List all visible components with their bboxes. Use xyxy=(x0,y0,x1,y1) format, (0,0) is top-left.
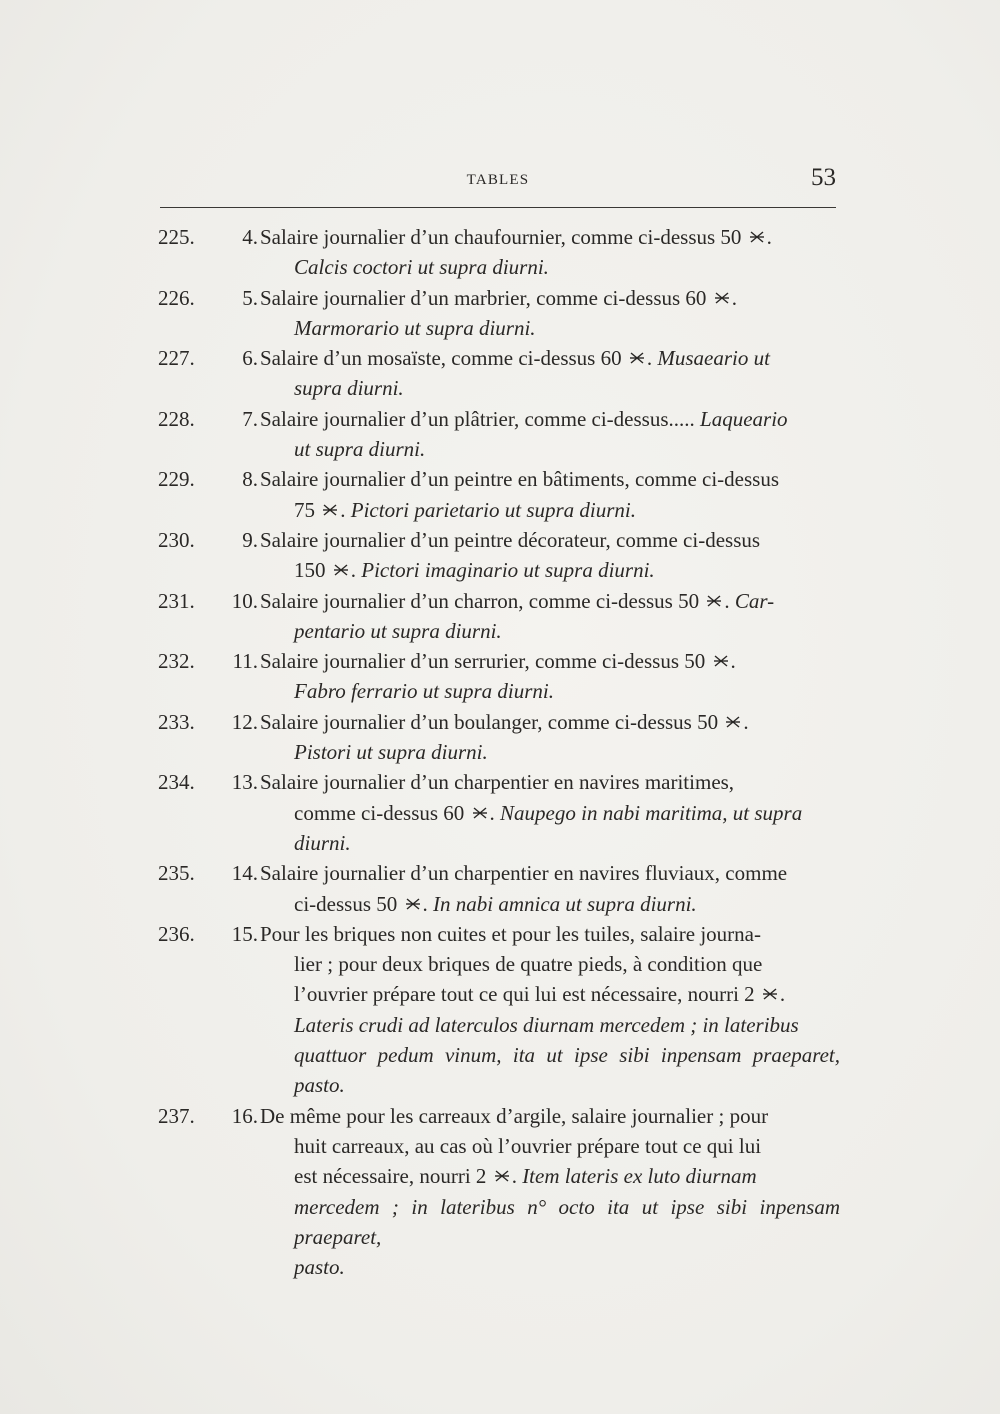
denarius-symbol-icon xyxy=(725,714,741,730)
latin-text: pentario ut supra diurni. xyxy=(294,618,502,643)
denarius-symbol-icon xyxy=(629,350,645,366)
french-text: Salaire journalier d’un charpentier en navires fluviaux, comme xyxy=(260,861,788,886)
latin-text: Calcis coctori ut supra diurni. xyxy=(294,255,549,280)
entry-number: 231. xyxy=(158,588,195,613)
item-number: 13. xyxy=(231,770,258,795)
text-line xyxy=(260,313,840,343)
entry-text xyxy=(260,646,840,707)
entry-number: 237. xyxy=(158,1103,195,1128)
latin-text: Naupego in nabi maritima, ut supra xyxy=(500,800,803,825)
denarius-symbol-icon xyxy=(333,562,349,578)
entry-text xyxy=(260,919,840,1101)
french-text: . xyxy=(350,558,362,583)
page-number: 53 xyxy=(811,164,836,191)
latin-text: Laqueario xyxy=(700,406,788,431)
entry-number: 228. xyxy=(158,406,195,431)
item-number: 12. xyxy=(231,709,258,734)
latin-text: ut supra diurni. xyxy=(294,437,426,462)
entry-number: 227. xyxy=(158,346,195,371)
wage-entry xyxy=(160,767,840,858)
latin-text: supra diurni. xyxy=(294,376,404,401)
item-number: 14. xyxy=(231,861,258,886)
entry-number: 232. xyxy=(158,649,195,674)
text-line xyxy=(260,1252,840,1282)
entry-text xyxy=(260,343,840,404)
text-line xyxy=(260,586,840,616)
entry-text xyxy=(260,1101,840,1283)
wage-entry xyxy=(160,919,840,1101)
denarius-symbol-icon xyxy=(762,986,778,1002)
item-number: 7. xyxy=(242,406,258,431)
french-text: l’ouvrier prépare tout ce qui lui est nécessaire, nourri 2 xyxy=(294,982,760,1007)
item-number: 9. xyxy=(242,527,258,552)
latin-text: Marmorario ut supra diurni. xyxy=(294,315,536,340)
denarius-symbol-icon xyxy=(405,896,421,912)
french-text: . xyxy=(489,800,501,825)
latin-text: In nabi amnica ut supra diurni. xyxy=(433,891,697,916)
wage-entry xyxy=(160,646,840,707)
text-line xyxy=(260,404,840,434)
text-line xyxy=(260,616,840,646)
wage-entry xyxy=(160,343,840,404)
french-text: . xyxy=(340,497,351,522)
wage-entry xyxy=(160,464,840,525)
text-line xyxy=(260,1192,840,1253)
item-number: 8. xyxy=(242,467,258,492)
latin-text: Musaeario ut xyxy=(657,346,770,371)
entry-text xyxy=(260,464,840,525)
text-line xyxy=(260,707,840,737)
text-line xyxy=(260,1161,840,1191)
denarius-symbol-icon xyxy=(322,502,338,518)
text-line xyxy=(260,555,840,585)
french-text: Salaire journalier d’un peintre décorateur, comme ci-dessus xyxy=(260,527,761,552)
text-line xyxy=(260,1101,840,1131)
text-line xyxy=(260,646,840,676)
item-number: 5. xyxy=(242,285,258,310)
french-text: Pour les briques non cuites et pour les tuiles, salaire journa- xyxy=(260,921,761,946)
text-line xyxy=(260,979,840,1009)
french-text: De même pour les carreaux d’argile, salaire journalier ; pour xyxy=(260,1103,769,1128)
wage-entry xyxy=(160,283,840,344)
text-line xyxy=(260,434,840,464)
item-number: 4. xyxy=(242,225,258,249)
running-title: TABLES xyxy=(466,172,530,188)
wage-entry xyxy=(160,404,840,465)
entry-number: 225. xyxy=(158,225,195,249)
text-line xyxy=(260,222,840,252)
french-text: . xyxy=(730,649,736,674)
french-text: Salaire journalier d’un serrurier, comme ci-dessus 50 xyxy=(260,649,711,674)
text-line xyxy=(260,737,840,767)
denarius-symbol-icon xyxy=(494,1168,510,1184)
entry-text xyxy=(260,222,840,283)
text-line xyxy=(260,252,840,282)
item-number: 16. xyxy=(231,1103,258,1128)
latin-text: Pistori ut supra diurni. xyxy=(294,740,488,765)
entry-number: 226. xyxy=(158,285,195,310)
latin-text: pasto. xyxy=(294,1255,345,1280)
french-text: Salaire journalier d’un marbrier, comme ci-dessus 60 xyxy=(260,285,712,310)
entry-text xyxy=(260,586,840,647)
entry-text xyxy=(260,707,840,768)
french-text: Salaire journalier d’un charron, comme ci-dessus 50 xyxy=(260,588,705,613)
entry-list xyxy=(160,222,840,1282)
text-line xyxy=(260,828,840,858)
item-number: 6. xyxy=(242,346,258,371)
french-text: Salaire journalier d’un peintre en bâtiments, comme ci-dessus xyxy=(260,467,780,492)
latin-text: diurni. xyxy=(294,830,351,855)
latin-text: Lateris crudi ad laterculos diurnam mercedem ; in lateribus xyxy=(294,1012,799,1037)
french-text: est nécessaire, nourri 2 xyxy=(294,1164,492,1189)
entry-text xyxy=(260,283,840,344)
entry-text xyxy=(260,404,840,465)
french-text: . xyxy=(511,1164,523,1189)
latin-text: mercedem ; in lateribus n° octo ita ut ipse sibi inpensam praeparet, xyxy=(294,1194,840,1249)
item-number: 11. xyxy=(232,649,258,674)
entry-number: 233. xyxy=(158,709,195,734)
french-text: . xyxy=(731,285,737,310)
text-line xyxy=(260,767,840,797)
text-line xyxy=(260,1010,840,1040)
french-text: lier ; pour deux briques de quatre pieds, à condition que xyxy=(294,952,763,977)
text-line xyxy=(260,1131,840,1161)
text-line xyxy=(260,1040,840,1101)
wage-entry xyxy=(160,707,840,768)
french-text: 75 xyxy=(294,497,321,522)
latin-text: Pictori parietario ut supra diurni. xyxy=(350,497,637,522)
french-text: . xyxy=(743,709,749,734)
denarius-symbol-icon xyxy=(749,229,765,245)
french-text: . xyxy=(779,982,786,1007)
header-rule xyxy=(160,207,836,208)
french-text: . xyxy=(766,225,772,249)
denarius-symbol-icon xyxy=(713,653,729,669)
french-text: comme ci-dessus 60 xyxy=(294,800,470,825)
entry-number: 230. xyxy=(158,527,195,552)
french-text: Salaire d’un mosaïste, comme ci-dessus 60 xyxy=(260,346,627,371)
item-number: 10. xyxy=(231,588,258,613)
latin-text: Pictori imaginario ut supra diurni. xyxy=(361,558,655,583)
text-line xyxy=(260,919,840,949)
wage-entry xyxy=(160,858,840,919)
french-text: Salaire journalier d’un plâtrier, comme ci-dessus..... xyxy=(260,406,701,431)
entry-number: 236. xyxy=(158,921,195,946)
french-text: Salaire journalier d’un charpentier en navires maritimes, xyxy=(260,770,735,795)
latin-text: Fabro ferrario ut supra diurni. xyxy=(294,679,554,704)
wage-entry xyxy=(160,1101,840,1283)
wage-entry xyxy=(160,525,840,586)
entry-text xyxy=(260,525,840,586)
latin-text: Car- xyxy=(734,588,775,613)
text-line xyxy=(260,373,840,403)
text-line xyxy=(260,525,840,555)
entry-number: 235. xyxy=(158,861,195,886)
text-line xyxy=(260,858,840,888)
denarius-symbol-icon xyxy=(472,805,488,821)
french-text: . xyxy=(422,891,433,916)
french-text: Salaire journalier d’un chaufournier, comme ci-dessus 50 xyxy=(260,225,747,249)
french-text: . xyxy=(724,588,735,613)
text-line xyxy=(260,464,840,494)
denarius-symbol-icon xyxy=(706,593,722,609)
entry-text xyxy=(260,767,840,858)
text-line xyxy=(260,798,840,828)
french-text: . xyxy=(646,346,658,371)
text-line xyxy=(260,495,840,525)
text-line xyxy=(260,283,840,313)
latin-text: Item lateris ex luto diurnam xyxy=(522,1164,757,1189)
french-text: 150 xyxy=(294,558,331,583)
denarius-symbol-icon xyxy=(714,290,730,306)
french-text: ci-dessus 50 xyxy=(294,891,403,916)
french-text: huit carreaux, au cas où l’ouvrier prépare tout ce qui lui xyxy=(294,1133,762,1158)
entry-number: 234. xyxy=(158,770,195,795)
wage-entry xyxy=(160,586,840,647)
text-line xyxy=(260,889,840,919)
item-number: 15. xyxy=(231,921,258,946)
french-text: Salaire journalier d’un boulanger, comme ci-dessus 50 xyxy=(260,709,724,734)
text-line xyxy=(260,676,840,706)
text-line xyxy=(260,343,840,373)
wage-entry xyxy=(160,222,840,283)
entry-text xyxy=(260,858,840,919)
page-header xyxy=(160,164,836,200)
latin-text: quattuor pedum vinum, ita ut ipse sibi inpensam praeparet, pasto. xyxy=(294,1043,840,1098)
entry-number: 229. xyxy=(158,467,195,492)
text-line xyxy=(260,949,840,979)
